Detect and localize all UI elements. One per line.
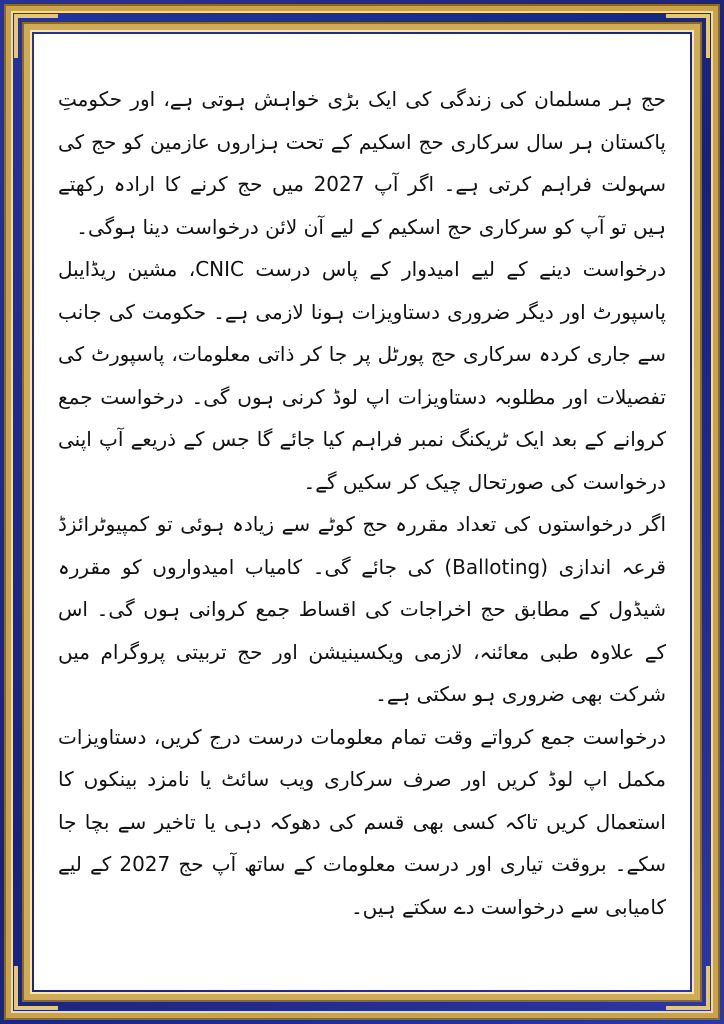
article-paragraph-2: درخواست دینے کے لیے امیدوار کے پاس درست CNIC، مشین ریڈایبل پاسپورٹ اور دیگر ضروری دستاویزات ہونا لازمی ہے۔ حکومت کی جانب سے جاری کردہ سرکاری حج پورٹل پر جا کر ذاتی معلومات، پاسپورٹ کی تفصیلات اور مطلوبہ دستاویزات اپ لوڈ کرنی ہوں گی۔ درخواست جمع کروانے کے بعد ایک ٹریکنگ نمبر فراہم کیا جائے گا جس کے ذریعے آپ اپنی درخواست کی صورتحال چیک کر سکیں گے۔ (58, 257, 666, 494)
article-page (34, 34, 690, 990)
article-body (58, 78, 666, 928)
article-paragraph-1: حج ہر مسلمان کی زندگی کی ایک بڑی خواہش ہوتی ہے، اور حکومتِ پاکستان ہر سال سرکاری حج اسکیم کے تحت ہزاروں عازمین کو حج کی سہولت فراہم کرتی ہے۔ اگر آپ 2027 میں حج کرنے کا ارادہ رکھتے ہیں تو آپ کو سرکاری حج اسکیم کے لیے آن لائن درخواست دینا ہوگی۔ (58, 87, 666, 239)
article-paragraph-4: درخواست جمع کرواتے وقت تمام معلومات درست درج کریں، دستاویزات مکمل اپ لوڈ کریں اور صرف سرکاری ویب سائٹ یا نامزد بینکوں کا استعمال کریں تاکہ کسی بھی قسم کی دھوکہ دہی یا تاخیر سے بچا جا سکے۔ بروقت تیاری اور درست معلومات کے ساتھ آپ حج 2027 کے لیے کامیابی سے درخواست دے سکتے ہیں۔ (58, 724, 666, 919)
article-paragraph-3: اگر درخواستوں کی تعداد مقررہ حج کوٹے سے زیادہ ہوئی تو کمپیوٹرائزڈ قرعہ اندازی (Balloting) کی جائے گی۔ کامیاب امیدواروں کو مقررہ شیڈول کے مطابق حج اخراجات کی اقساط جمع کروانی ہوں گی۔ اس کے علاوہ طبی معائنہ، لازمی ویکسینیشن اور حج تربیتی پروگرام میں شرکت بھی ضروری ہو سکتی ہے۔ (58, 512, 666, 706)
